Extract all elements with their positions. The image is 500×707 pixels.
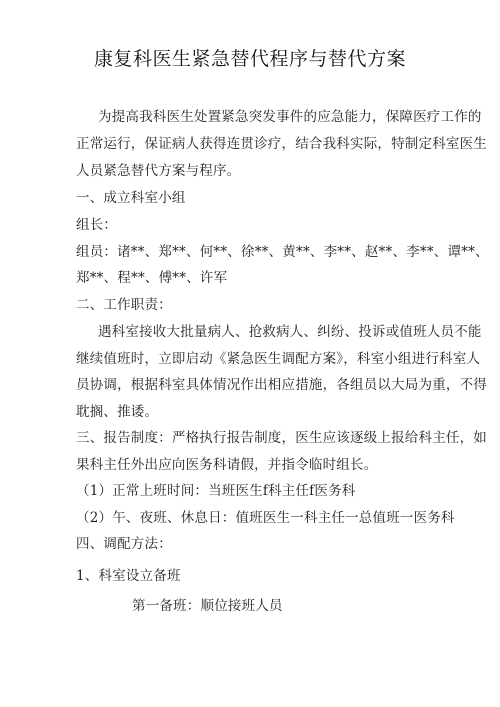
document-title: 康复科医生紧急替代程序与替代方案	[93, 48, 406, 70]
group-leader-line: 组长：	[76, 217, 118, 233]
paragraph-line: 正常运行，保证病人获得连贯诊疗，结合我科实际，特制定科室医生	[76, 136, 487, 152]
paragraph-line: 耽搁、推诿。	[76, 404, 159, 420]
list-item: （1）正常上班时间：当班医生f科主任f医务科	[76, 483, 356, 499]
section-heading: 一、成立科室小组	[76, 190, 186, 206]
paragraph-line: 遇科室接收大批量病人、抢救病人、纠纷、投诉或值班人员不能	[98, 324, 482, 340]
group-members-line: 组员：诸**、郑**、何**、徐**、黄**、李**、赵**、李**、谭**、	[76, 244, 489, 260]
list-item: 第一备班：顺位接班人员	[132, 598, 283, 614]
section-heading: 四、调配方法：	[76, 536, 172, 552]
paragraph-line: 人员紧急替代方案与程序。	[76, 163, 241, 179]
paragraph-line: 继续值班时，立即启动《紧急医生调配方案》，科室小组进行科室人	[76, 351, 481, 367]
paragraph-line: 果科主任外出应向医务科请假，并指令临时组长。	[76, 457, 378, 473]
section-heading: 三、报告制度：严格执行报告制度，医生应该逐级上报给科主任，如	[76, 430, 487, 446]
paragraph-line: 员协调，根据科室具体情况作出相应措施，各组员以大局为重，不得	[76, 377, 487, 393]
group-members-line: 郑**、程**、傅**、许军	[76, 270, 228, 286]
paragraph-line: 为提高我科医生处置紧急突发事件的应急能力，保障医疗工作的	[98, 109, 482, 125]
section-heading: 二、工作职责：	[76, 297, 172, 313]
sub-heading: 1、科室设立备班	[76, 568, 181, 584]
list-item: （2）午、夜班、休息日：值班医生一科主任一总值班一医务科	[76, 510, 455, 526]
